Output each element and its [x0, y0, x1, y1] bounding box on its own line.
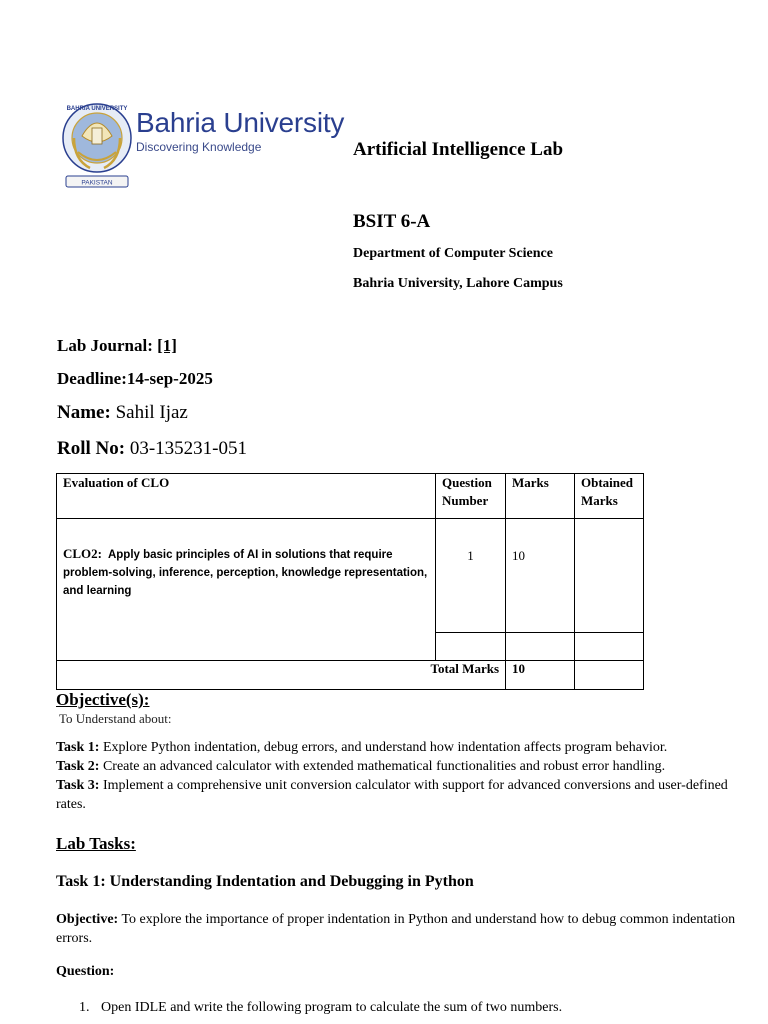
total-obtained-cell[interactable]: [575, 661, 644, 690]
class-title: BSIT 6-A: [353, 211, 431, 232]
brand-tagline: Discovering Knowledge: [136, 140, 262, 154]
objectives-heading: Objective(s):: [56, 690, 150, 709]
header-marks: Marks: [506, 474, 575, 519]
total-value: 10: [506, 661, 575, 690]
table-header-row: [57, 474, 644, 519]
task1-title: Task 1: Understanding Indentation and Debugging in Python: [56, 873, 474, 890]
question-label: Question:: [56, 964, 115, 979]
task-item: Task 2: Create an advanced calculator with extended mathematical functionalities and robust error handling.: [56, 759, 666, 774]
journal-number: [1]: [157, 336, 177, 355]
question-number-cell: 1: [436, 519, 506, 633]
clo-cell: CLO2: Apply basic principles of AI in solutions that require problem-solving, inference, perception, knowledge representation, and learning: [57, 519, 436, 661]
evaluation-table: [56, 473, 644, 690]
lab-tasks-heading: Lab Tasks:: [56, 834, 136, 853]
department: Department of Computer Science: [353, 246, 553, 261]
list-item: 1. Open IDLE and write the following program to calculate the sum of two numbers.: [79, 1000, 563, 1015]
svg-text:BAHRIA UNIVERSITY: BAHRIA UNIVERSITY: [66, 106, 128, 112]
empty-cell: [506, 633, 575, 661]
lab-journal: Lab Journal: [1]: [57, 336, 177, 355]
student-name: Name: Sahil Ijaz: [57, 402, 188, 423]
university-seal-logo: [60, 98, 134, 194]
roll-number: Roll No: 03-135231-051: [57, 438, 247, 459]
task-list: [56, 738, 746, 814]
total-label: Total Marks: [57, 661, 506, 690]
header-obtained-marks: Obtained Marks: [575, 474, 644, 519]
total-row: [57, 661, 644, 690]
campus: Bahria University, Lahore Campus: [353, 276, 563, 291]
empty-cell: [575, 633, 644, 661]
svg-text:PAKISTAN: PAKISTAN: [81, 179, 113, 187]
deadline: Deadline:14-sep-2025: [57, 369, 213, 388]
table-row: [57, 519, 644, 633]
task1-objective: Objective: To explore the importance of proper indentation in Python and understand how to debug common indentation errors.: [56, 912, 736, 946]
brand-block: [136, 108, 344, 154]
lab-title: Artificial Intelligence Lab: [353, 139, 564, 160]
obtained-marks-cell[interactable]: [575, 519, 644, 633]
marks-cell: 10: [506, 519, 575, 633]
header-evaluation: Evaluation of CLO: [57, 474, 436, 519]
brand-name: Bahria University: [136, 107, 345, 138]
header-question-number: Question Number: [436, 474, 506, 519]
objectives-intro: To Understand about:: [59, 711, 172, 726]
task-item: Task 1: Explore Python indentation, debug errors, and understand how indentation affects program behavior.: [56, 740, 668, 755]
empty-cell: [436, 633, 506, 661]
task-item: Task 3: Implement a comprehensive unit conversion calculator with support for advanced conversions and user-defined rates.: [56, 778, 728, 812]
